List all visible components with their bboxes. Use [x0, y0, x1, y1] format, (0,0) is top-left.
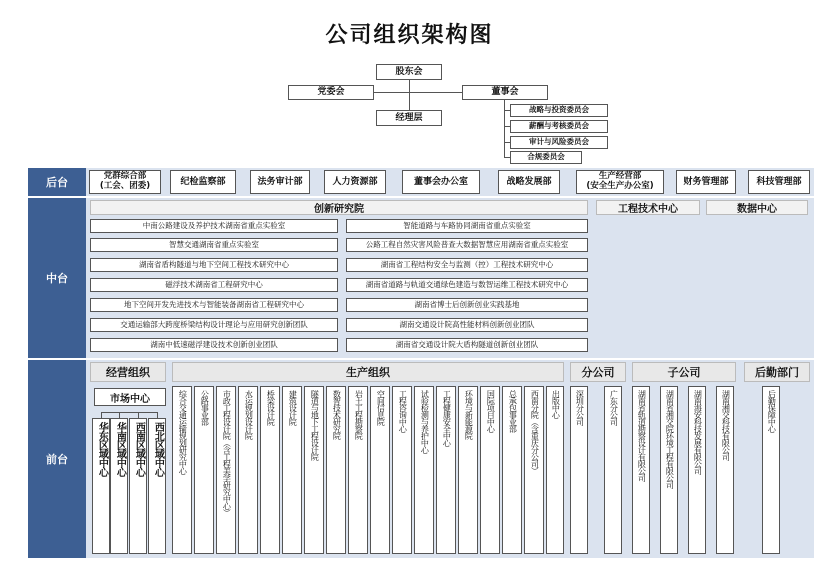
production-unit: 空间信息院: [370, 386, 390, 554]
lab-item: 磁浮技术湖南省工程研究中心: [90, 278, 338, 292]
data-center-header: 数据中心: [706, 200, 808, 215]
region-box: 西北区域中心: [148, 418, 166, 554]
lab-item: 湖南省道路与轨道交通绿色建造与数智运维工程技术研究中心: [346, 278, 588, 292]
lab-item: 中南公路建设及养护技术湖南省重点实验室: [90, 219, 338, 233]
dept-box: 财务管理部: [676, 170, 736, 194]
board-box: 董事会: [462, 85, 548, 100]
front-office-label: 前台: [28, 360, 86, 558]
branch-unit: 深圳分公司: [570, 386, 588, 554]
production-unit: 国际项目中心: [480, 386, 500, 554]
region-box: 华南区域中心: [110, 418, 128, 554]
production-unit: 数智技术研究院: [326, 386, 346, 554]
dept-box: 人力资源部: [324, 170, 386, 194]
lab-item: 湖南交通设计院高性能材料创新创业团队: [346, 318, 588, 332]
production-unit: 西南分院（含重庆分公司）: [524, 386, 544, 554]
middle-office-label: 中台: [28, 198, 86, 358]
production-unit: 建筑设计院: [282, 386, 302, 554]
market-center-header: 市场中心: [94, 388, 166, 406]
committee-item: 审计与风险委员会: [510, 136, 608, 149]
production-header: 生产组织: [172, 362, 564, 382]
tech-center-header: 工程技术中心: [596, 200, 700, 215]
lab-item: 智能道路与车路协同湖南省重点实验室: [346, 219, 588, 233]
back-office-label: 后台: [28, 168, 86, 196]
lab-item: 湖南中低速磁浮建设技术创新创业团队: [90, 338, 338, 352]
subsidiary-unit: 湖南省湘交院环境工程有限公司: [660, 386, 678, 554]
branch-header: 分公司: [570, 362, 626, 382]
subsidiary-header: 子公司: [632, 362, 736, 382]
production-unit: 出版中心: [546, 386, 564, 554]
lab-item: 湖南省博士后创新创业实践基地: [346, 298, 588, 312]
committee-item: 战略与投资委员会: [510, 104, 608, 117]
logistics-header: 后勤部门: [744, 362, 810, 382]
branch-unit: 广东分公司: [604, 386, 622, 554]
dept-box: 战略发展部: [498, 170, 560, 194]
lab-item: 湖南省交通设计院大盾构隧道创新创业团队: [346, 338, 588, 352]
production-unit: 公路事业部: [194, 386, 214, 554]
region-box: 西南区域中心: [129, 418, 147, 554]
production-unit: 市政工程设计院（含工程美学研究中心）: [216, 386, 236, 554]
page-title: 公司组织架构图: [325, 22, 494, 48]
logistics-unit: 后勤保障中心: [762, 386, 780, 554]
committee-item: 合规委员会: [510, 151, 582, 164]
production-unit: 隧道与地下工程设计院: [304, 386, 324, 554]
research-institute-header: 创新研究院: [90, 200, 588, 215]
dept-box: 科技管理部: [748, 170, 810, 194]
production-unit: 综合交通运输规划研究中心: [172, 386, 192, 554]
lab-item: 湖南省工程结构安全与监测（控）工程技术研究中心: [346, 258, 588, 272]
dept-box: 董事会办公室: [402, 170, 480, 194]
lab-item: 交通运输部大跨度桥梁结构设计理论与应用研究创新团队: [90, 318, 338, 332]
lab-item: 公路工程自然灾害风险普查大数据智慧应用湖南省重点实验室: [346, 238, 588, 252]
dept-box: 法务审计部: [250, 170, 310, 194]
production-unit: 工程咨询中心: [392, 386, 412, 554]
lab-item: 地下空间开发先进技术与智能装备湖南省工程研究中心: [90, 298, 338, 312]
production-unit: 桥梁设计院: [260, 386, 280, 554]
production-unit: 水运规划设计院: [238, 386, 258, 554]
party-committee-box: 党委会: [288, 85, 374, 100]
shareholders-box: 股东会: [376, 64, 442, 80]
dept-box: 党群综合部 (工会、团委): [89, 170, 161, 194]
production-unit: 总承包事业部: [502, 386, 522, 554]
management-box: 经理层: [376, 110, 442, 126]
dept-box: 纪检监察部: [170, 170, 236, 194]
production-unit: 工程健康安全中心: [436, 386, 456, 554]
dept-box: 生产经营部 (安全生产办公室): [576, 170, 664, 194]
subsidiary-unit: 湖南海安科技发展有限公司: [688, 386, 706, 554]
subsidiary-unit: 湖南湘交科技有限公司: [716, 386, 734, 554]
subsidiary-unit: 湖南省轨道勘察设计有限公司: [632, 386, 650, 554]
operation-header: 经营组织: [90, 362, 166, 382]
committee-item: 薪酬与考核委员会: [510, 120, 608, 133]
production-unit: 岩土工程勘察院: [348, 386, 368, 554]
production-unit: 环境与新能源院: [458, 386, 478, 554]
lab-item: 智慧交通湖南省重点实验室: [90, 238, 338, 252]
region-box: 华东区域中心: [92, 418, 110, 554]
lab-item: 湖南省盾构隧道与地下空间工程技术研究中心: [90, 258, 338, 272]
production-unit: 试验检测与养护中心: [414, 386, 434, 554]
